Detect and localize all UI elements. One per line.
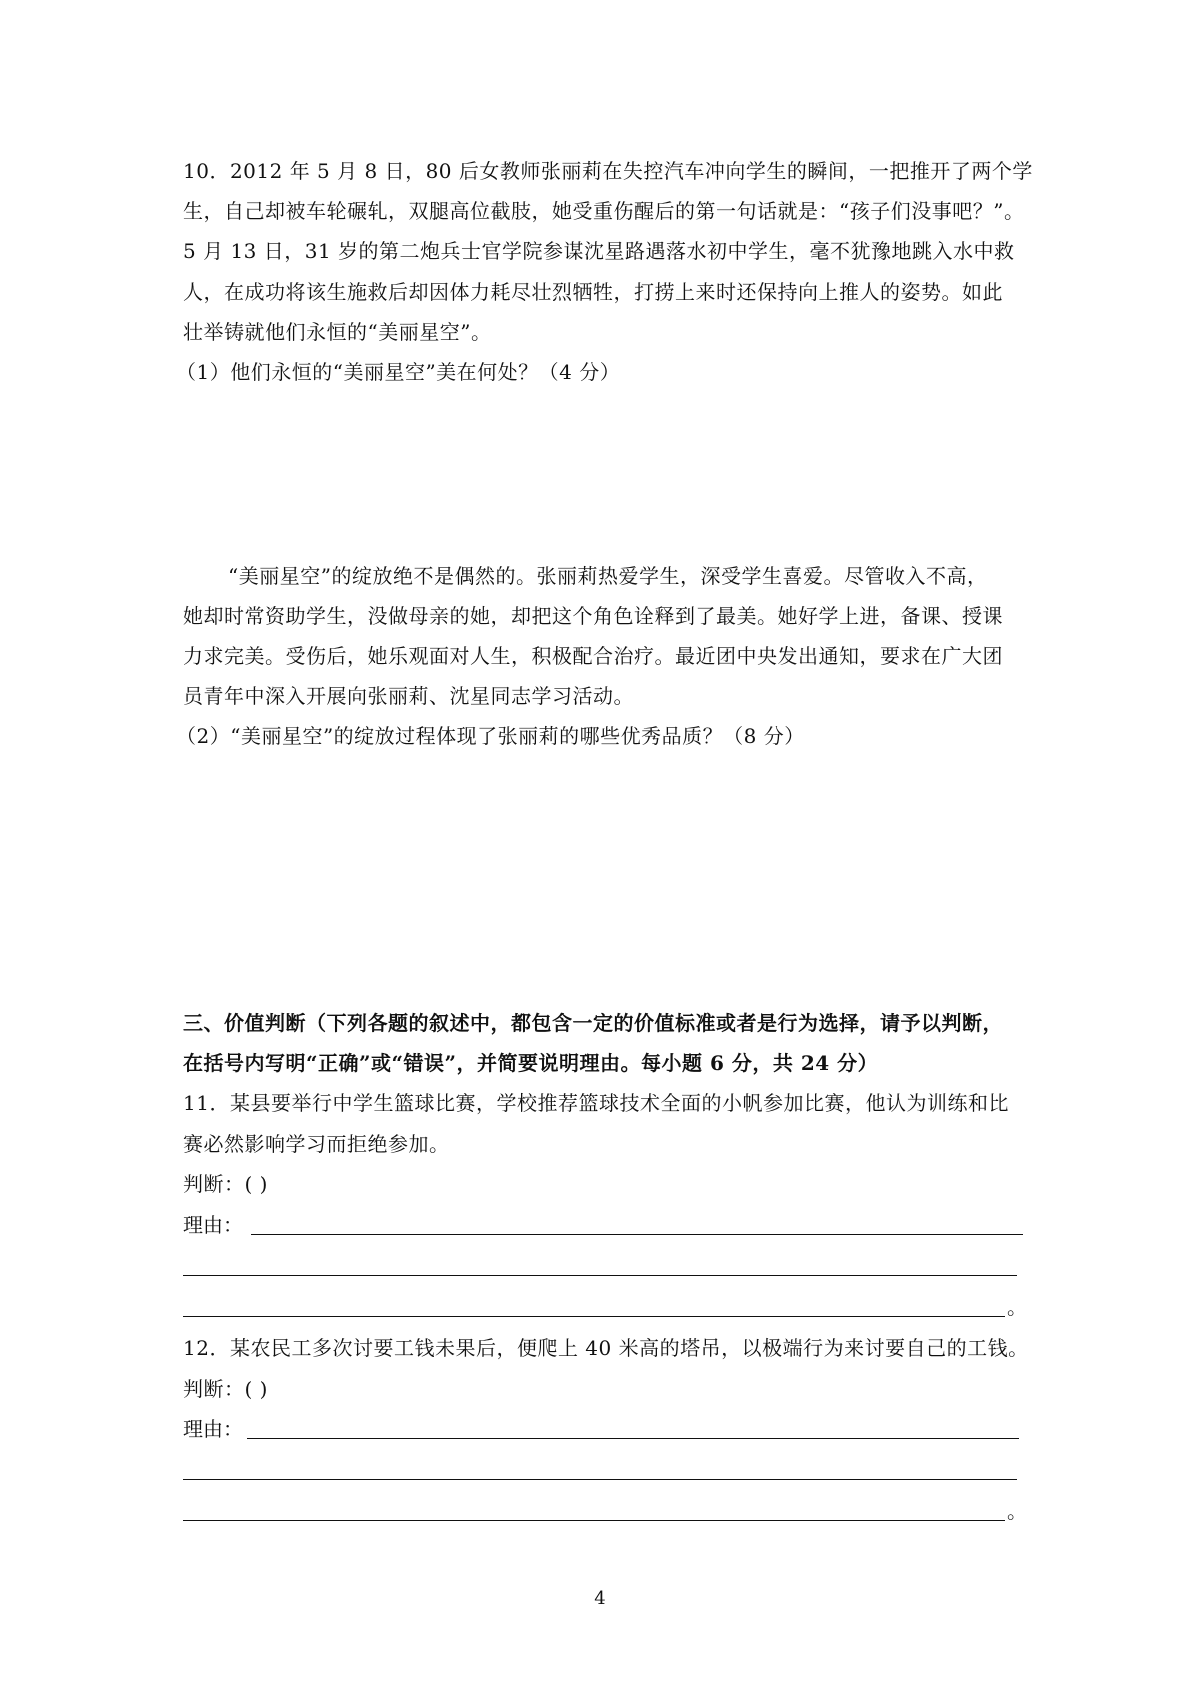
q12-reason-row-3: [183, 1498, 1027, 1524]
q12-reason-row-2: [183, 1457, 1023, 1483]
page-number: 4: [594, 1588, 606, 1609]
q11-reason-blank-2[interactable]: [183, 1253, 1017, 1276]
q11-reason-row-3: [183, 1294, 1027, 1320]
q10-line-2: 生，自己却被车轮碾轧，双腿高位截肢，她受重伤醒后的第一句话就是：“孩子们没事吧？”。: [183, 199, 1025, 223]
q10-line-4: 人，在成功将该生施救后却因体力耗尽壮烈牺牲，打捞上来时还保持向上推人的姿势。如此: [183, 280, 1003, 304]
q10-subquestion-2: （2）“美丽星空”的绽放过程体现了张丽莉的哪些优秀品质？（8 分）: [176, 724, 805, 748]
q10-subquestion-1: （1）他们永恒的“美丽星空”美在何处？（4 分）: [176, 360, 621, 384]
q10-material-line-1: “美丽星空”的绽放绝不是偶然的。张丽莉热爱学生，深受学生喜爱。尽管收入不高，: [228, 564, 988, 588]
section-3-heading-line-1: 三、价值判断（下列各题的叙述中，都包含一定的价值标准或者是行为选择，请予以判断，: [183, 1011, 1003, 1035]
q11-line-1: 11．某县要举行中学生篮球比赛，学校推荐篮球技术全面的小帆参加比赛，他认为训练和比: [183, 1091, 1009, 1115]
q12-reason-blank-3[interactable]: [183, 1498, 1005, 1521]
q12-line-1: 12．某农民工多次讨要工钱未果后，便爬上 40 米高的塔吊，以极端行为来讨要自己的工钱。: [183, 1336, 1029, 1360]
q12-judge: 判断：( ): [183, 1377, 268, 1401]
q11-reason-blank-1[interactable]: [251, 1212, 1023, 1235]
q11-reason-row-2: [183, 1253, 1023, 1279]
q10-material-line-2: 她却时常资助学生，没做母亲的她，却把这个角色诠释到了最美。她好学上进，备课、授课: [183, 604, 1003, 628]
q12-reason-label: 理由：: [183, 1417, 243, 1441]
q11-judge: 判断：( ): [183, 1172, 268, 1196]
q10-material-line-4: 员青年中深入开展向张丽莉、沈星同志学习活动。: [183, 684, 634, 708]
q10-material-line-3: 力求完美。受伤后，她乐观面对人生，积极配合治疗。最近团中央发出通知，要求在广大团: [183, 644, 1003, 668]
q11-reason-label: 理由：: [183, 1213, 243, 1237]
q10-line-5: 壮举铸就他们永恒的“美丽星空”。: [183, 320, 492, 344]
q10-line-3: 5 月 13 日，31 岁的第二炮兵士官学院参谋沈星路遇落水初中学生，毫不犹豫地跳入水中救: [183, 239, 1015, 263]
q10-line-1: 10．2012 年 5 月 8 日，80 后女教师张丽莉在失控汽车冲向学生的瞬间，一把推开了两个学: [183, 159, 1033, 183]
q11-line-2: 赛必然影响学习而拒绝参加。: [183, 1132, 450, 1156]
section-3-heading-line-2: 在括号内写明“正确”或“错误”，并简要说明理由。每小题 6 分，共 24 分）: [183, 1051, 879, 1075]
q12-reason-row-1: [183, 1416, 1023, 1442]
q12-end-mark: 。: [1007, 1499, 1027, 1523]
q11-reason-blank-3[interactable]: [183, 1294, 1005, 1317]
q11-end-mark: 。: [1007, 1295, 1027, 1319]
q12-reason-blank-1[interactable]: [247, 1416, 1019, 1439]
q12-reason-blank-2[interactable]: [183, 1457, 1017, 1480]
q11-reason-row-1: [183, 1212, 1023, 1238]
